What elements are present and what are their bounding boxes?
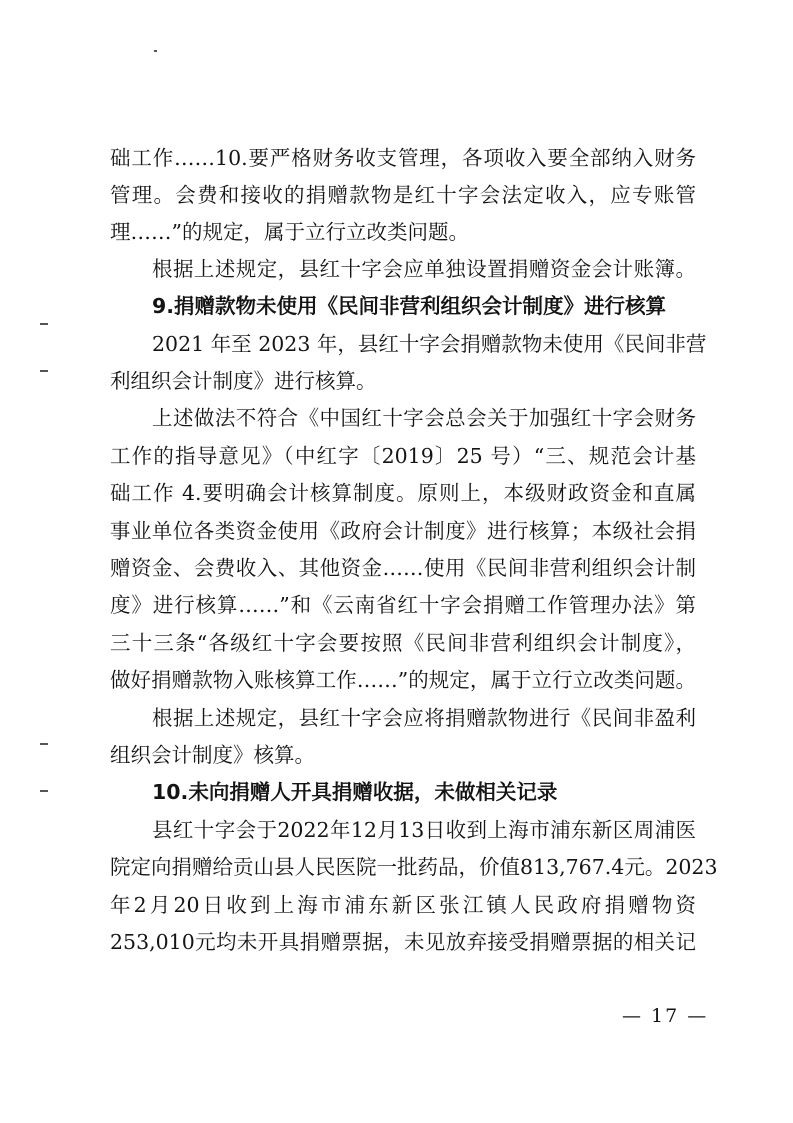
body-line: 253,010元均未开具捐赠票据，未见放弃接受捐赠票据的相关记	[110, 930, 696, 954]
section-heading: 10.未向捐赠人开具捐赠收据，未做相关记录	[152, 780, 558, 804]
body-line: 组织会计制度》核算。	[110, 743, 315, 767]
body-line: 础工作……10.要严格财务收支管理，各项收入要全部纳入财务	[110, 146, 696, 170]
body-line: 县红十字会于2022年12月13日收到上海市浦东新区周浦医	[152, 818, 696, 842]
body-line: 础工作 4.要明确会计核算制度。原则上，本级财政资金和直属	[110, 481, 696, 505]
body-line: 管理。会费和接收的捐赠款物是红十字会法定收入，应专账管	[110, 183, 696, 207]
body-line: 年2月20日收到上海市浦东新区张江镇人民政府捐赠物资	[110, 893, 696, 917]
margin-mark	[40, 370, 48, 372]
body-line: 根据上述规定，县红十字会应单独设置捐赠资金会计账簿。	[152, 257, 696, 281]
body-line: 根据上述规定，县红十字会应将捐赠款物进行《民间非盈利	[152, 706, 696, 730]
body-line: 理……”的规定，属于立行立改类问题。	[110, 220, 469, 244]
body-line: 2021 年至 2023 年，县红十字会捐赠款物未使用《民间非营	[152, 332, 707, 356]
body-line: 院定向捐赠给贡山县人民医院一批药品，价值813,767.4元。2023	[110, 855, 718, 879]
body-line: 赠资金、会费收入、其他资金……使用《民间非营利组织会计制	[110, 556, 696, 580]
page-number: — 17 —	[622, 1005, 709, 1027]
margin-mark	[154, 50, 157, 52]
body-line: 事业单位各类资金使用《政府会计制度》进行核算；本级社会捐	[110, 519, 696, 543]
body-line: 度》进行核算……”和《云南省红十字会捐赠工作管理办法》第	[110, 593, 696, 617]
margin-mark	[40, 323, 48, 325]
margin-mark	[40, 790, 48, 792]
section-heading: 9.捐赠款物未使用《民间非营利组织会计制度》进行核算	[152, 294, 667, 318]
body-line: 工作的指导意见》（中红字〔2019〕25 号）“三、规范会计基	[110, 444, 696, 468]
body-line: 做好捐赠款物入账核算工作……”的规定，属于立行立改类问题。	[110, 668, 696, 692]
margin-mark	[40, 743, 48, 745]
body-line: 三十三条“各级红十字会要按照《民间非营利组织会计制度》，	[110, 631, 696, 655]
body-line: 上述做法不符合《中国红十字会总会关于加强红十字会财务	[152, 406, 696, 430]
body-line: 利组织会计制度》进行核算。	[110, 369, 377, 393]
